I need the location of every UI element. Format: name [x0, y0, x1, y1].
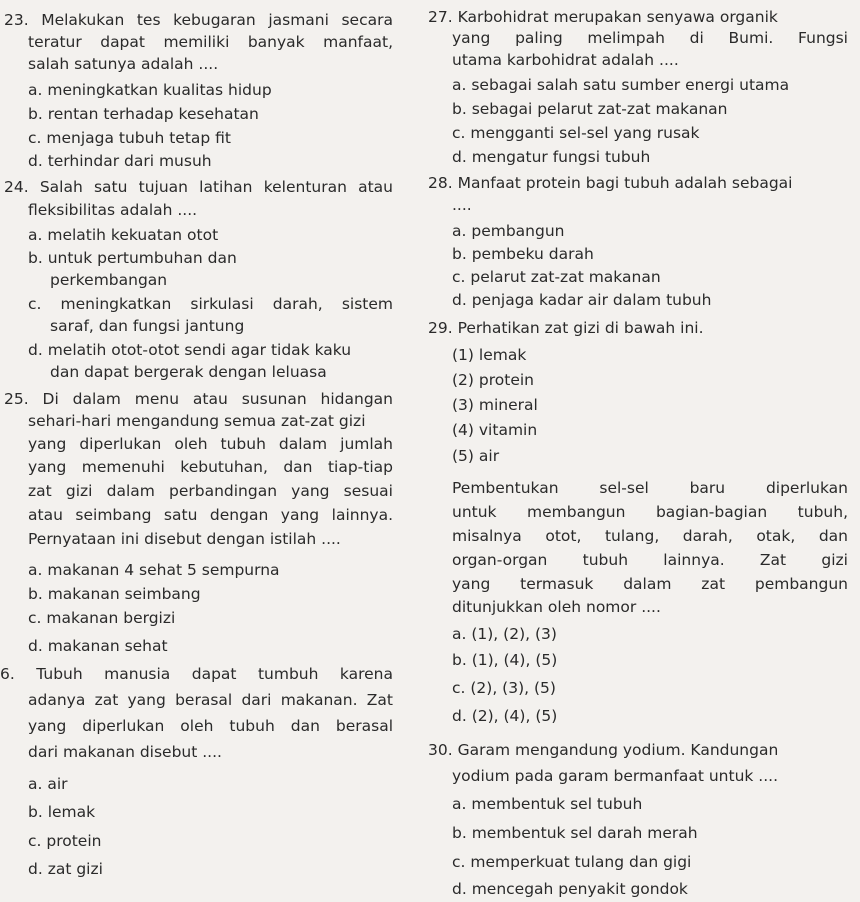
text-line-q25dd: d. makanan sehat — [28, 637, 168, 655]
text-line-q24cc: saraf, dan fungsi jantung — [50, 317, 245, 335]
text-line-q24d: d. melatih otot-otot sendi agar tidak kaku — [28, 341, 352, 359]
text-line-q27: 27. Karbohidrat merupakan senyawa organik — [428, 8, 778, 26]
text-line-q27d: d. mengatur fungsi tubuh — [452, 148, 651, 166]
text-line-q23b: teratur dapat memiliki banyak manfaat, — [28, 33, 393, 51]
text-line-q24c: c. meningkatkan sirkulasi darah, sistem — [28, 295, 393, 313]
text-line-q29_4: (4) vitamin — [452, 421, 538, 439]
text-line-q30: 30. Garam mengandung yodium. Kandungan — [428, 741, 779, 759]
text-line-q25d: yang memenuhi kebutuhan, dan tiap-tiap — [28, 458, 393, 476]
text-line-q29: 29. Perhatikan zat gizi di bawah ini. — [428, 319, 704, 337]
text-line-q29d: misalnya otot, tulang, darah, otak, dan — [452, 527, 848, 545]
text-line-q30cc: c. memperkuat tulang dan gigi — [452, 853, 692, 871]
text-line-q25bb: b. makanan seimbang — [28, 585, 201, 603]
text-line-q24b: fleksibilitas adalah .... — [28, 201, 198, 219]
text-line-q24bb: b. untuk pertumbuhan dan — [28, 249, 237, 267]
text-line-q27a: a. sebagai salah satu sumber energi utama — [452, 76, 790, 94]
text-line-q23bb: b. rentan terhadap kesehatan — [28, 105, 259, 123]
text-line-q28cc: c. pelarut zat-zat makanan — [452, 268, 661, 286]
text-line-q23c: salah satunya adalah .... — [28, 55, 219, 73]
text-line-q28d: d. penjaga kadar air dalam tubuh — [452, 291, 712, 309]
text-line-q26: 6. Tubuh manusia dapat tumbuh karena — [0, 665, 393, 683]
text-line-q29e: organ-organ tubuh lainnya. Zat gizi — [452, 551, 848, 569]
text-line-q25c: yang diperlukan oleh tubuh dalam jumlah — [28, 435, 393, 453]
text-line-q29_5: (5) air — [452, 447, 500, 465]
text-line-q23cc: c. menjaga tubuh tetap fit — [28, 129, 232, 147]
text-line-q30d: d. mencegah penyakit gondok — [452, 880, 688, 898]
text-line-q30b: yodium pada garam bermanfaat untuk .... — [452, 767, 778, 785]
text-line-q29dd: d. (2), (4), (5) — [452, 707, 558, 725]
text-line-q26a: a. air — [28, 775, 68, 793]
text-line-q25b: sehari-hari mengandung semua zat-zat gizi — [28, 412, 366, 430]
text-line-q30bb: b. membentuk sel darah merah — [452, 824, 698, 842]
text-line-q29_2: (2) protein — [452, 371, 534, 389]
text-line-q26b: adanya zat yang berasal dari makanan. Zat — [28, 691, 393, 709]
text-line-q27cc: c. mengganti sel-sel yang rusak — [452, 124, 700, 142]
text-line-q29_3: (3) mineral — [452, 396, 538, 414]
text-line-q24dd: dan dapat bergerak dengan leluasa — [50, 363, 327, 381]
text-line-q26cc: c. protein — [28, 832, 102, 850]
text-line-q24: 24. Salah satu tujuan latihan kelenturan atau — [4, 178, 393, 196]
text-line-q25a: a. makanan 4 sehat 5 sempurna — [28, 561, 280, 579]
text-line-q29bb: b. (1), (4), (5) — [452, 651, 558, 669]
text-line-q23a: a. meningkatkan kualitas hidup — [28, 81, 272, 99]
text-line-q29a: a. (1), (2), (3) — [452, 625, 557, 643]
text-line-q28: 28. Manfaat protein bagi tubuh adalah sebagai — [428, 174, 793, 192]
text-line-q28b: .... — [452, 196, 472, 214]
text-line-q25: 25. Di dalam menu atau susunan hidangan — [4, 390, 393, 408]
text-line-q28a: a. pembangun — [452, 222, 565, 240]
text-line-q25cc: c. makanan bergizi — [28, 609, 176, 627]
text-line-q30a: a. membentuk sel tubuh — [452, 795, 643, 813]
text-line-q24bc: perkembangan — [50, 271, 168, 289]
text-line-q26bb: b. lemak — [28, 803, 96, 821]
text-line-q29g: ditunjukkan oleh nomor .... — [452, 598, 661, 616]
text-line-q29b: Pembentukan sel-sel baru diperlukan — [452, 479, 848, 497]
text-line-q29c: untuk membangun bagian-bagian tubuh, — [452, 503, 848, 521]
text-line-q25g: Pernyataan ini disebut dengan istilah .... — [28, 530, 341, 548]
text-line-q25f: atau seimbang satu dengan yang lainnya. — [28, 506, 393, 524]
text-line-q29cc: c. (2), (3), (5) — [452, 679, 556, 697]
text-line-q27b: yang paling melimpah di Bumi. Fungsi — [452, 29, 848, 47]
text-line-q27bb: b. sebagai pelarut zat-zat makanan — [452, 100, 728, 118]
text-line-q27c: utama karbohidrat adalah .... — [452, 51, 679, 69]
text-line-q28bb: b. pembeku darah — [452, 245, 594, 263]
text-line-q23: 23. Melakukan tes kebugaran jasmani secara — [4, 11, 393, 29]
text-line-q26dd: d. zat gizi — [28, 860, 103, 878]
text-line-q29_1: (1) lemak — [452, 346, 527, 364]
text-line-q29f: yang termasuk dalam zat pembangun — [452, 575, 848, 593]
text-line-q23d: d. terhindar dari musuh — [28, 152, 212, 170]
text-line-q24a: a. melatih kekuatan otot — [28, 226, 219, 244]
text-line-q26c: yang diperlukan oleh tubuh dan berasal — [28, 717, 393, 735]
text-line-q26d: dari makanan disebut .... — [28, 743, 222, 761]
text-line-q25e: zat gizi dalam perbandingan yang sesuai — [28, 482, 393, 500]
